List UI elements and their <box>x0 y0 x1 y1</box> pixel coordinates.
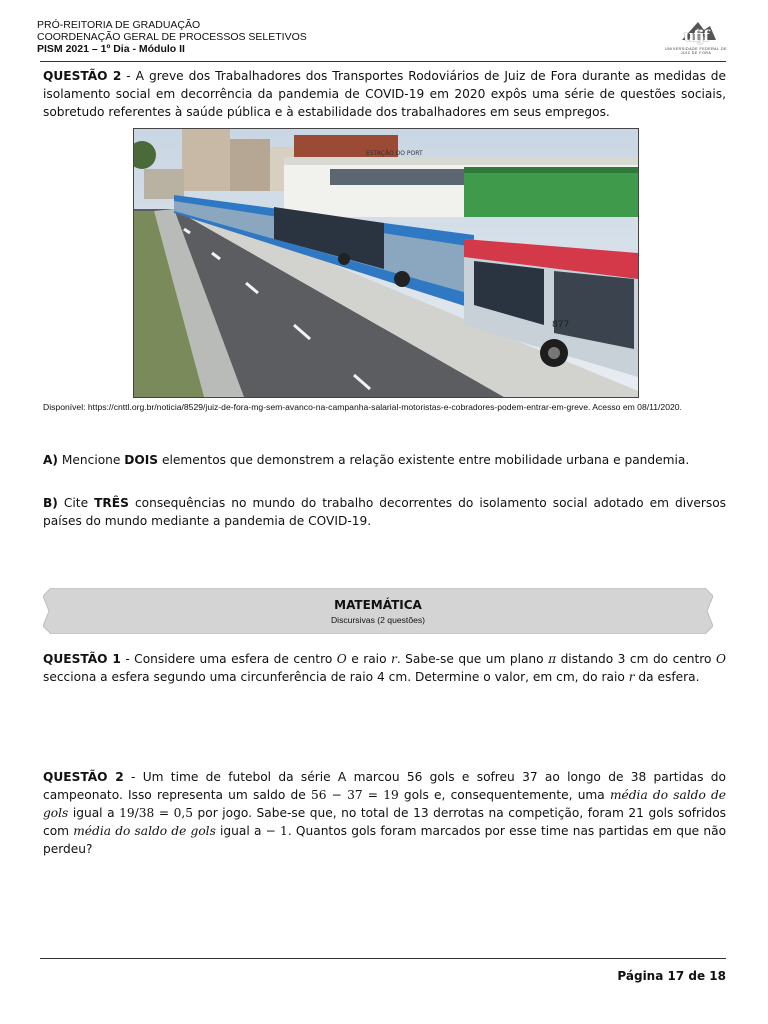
footer-rule <box>40 958 726 959</box>
section-title: MATEMÁTICA <box>334 598 422 612</box>
item-b-text-1: Cite <box>57 496 95 510</box>
math-var: O <box>336 652 347 666</box>
math-var: r <box>628 670 635 684</box>
question-text: - Um time de futebol da série A marcou 56 gols e sofreu 37 ao longo de 38 partidas do campeonato. Isso representa um saldo de <box>43 770 726 802</box>
ufjf-logo <box>664 20 728 60</box>
math-var: r <box>391 652 397 666</box>
section-banner <box>43 588 713 634</box>
question-label: QUESTÃO 1 <box>43 652 121 666</box>
header-line-3: PISM 2021 – 1º Dia - Módulo II <box>37 43 185 55</box>
question-text: igual a <box>68 806 120 820</box>
question-text: da esfera. <box>634 670 700 684</box>
building-sign: ESTAÇÃO DO PORT <box>366 150 423 157</box>
math-expr: média do saldo de gols <box>73 824 216 838</box>
item-a-bold: DOIS <box>124 453 159 467</box>
bus-number: 877 <box>552 320 570 330</box>
math-question-1 <box>43 650 726 686</box>
page-header <box>37 19 307 55</box>
math-expr: 19/38 = 0,5 <box>119 806 193 820</box>
math-expr: média do saldo de gols <box>43 788 726 820</box>
logo-text: ufjf <box>683 27 709 45</box>
item-a-text-2: elementos que demonstrem a relação existente entre mobilidade urbana e pandemia. <box>158 453 690 467</box>
math-var: π <box>548 652 557 666</box>
question-2-social <box>43 67 726 121</box>
question-text: igual a <box>215 824 266 838</box>
question-text: - Considere uma esfera de centro <box>120 652 337 666</box>
logo-subtitle: UNIVERSIDADE FEDERAL DE JUIZ DE FORA <box>665 47 727 55</box>
header-line-1: PRÓ-REITORIA DE GRADUAÇÃO <box>37 19 201 31</box>
bus-strike-photo <box>133 128 639 398</box>
header-line-2: COORDENAÇÃO GERAL DE PROCESSOS SELETIVOS <box>37 31 307 43</box>
question-label: QUESTÃO 2 <box>43 770 124 784</box>
question-text: gols e, consequentemente, uma <box>398 788 610 802</box>
math-question-2 <box>43 768 726 858</box>
question-text: por jogo. Sabe-se que, no total de 13 derrotas na competição, foram 21 gols sofridos com <box>43 806 726 838</box>
header-rule <box>40 61 726 62</box>
question-text: secciona a esfera segundo uma circunferência de raio 4 cm. Determine o valor, em cm, do raio <box>43 670 629 684</box>
question-text: distando 3 cm do centro <box>556 652 716 666</box>
question-label: QUESTÃO 2 <box>43 69 122 83</box>
item-b-label: B) <box>43 496 58 510</box>
item-b-bold: TRÊS <box>94 496 129 510</box>
item-a-text-1: Mencione <box>58 453 125 467</box>
question-text: . Sabe-se que um plano <box>396 652 549 666</box>
question-text: - A greve dos Trabalhadores dos Transportes Rodoviários de Juiz de Fora durante as medidas de isolamento social em decorrência da pandemia de COVID-19 em 2020 expôs uma série de questões sociais, sobretudo referentes à saúde pública e à estabilidade dos trabalhadores em seus empregos. <box>43 69 726 119</box>
photo-illustration <box>134 129 638 397</box>
section-subtitle: Discursivas (2 questões) <box>330 615 426 625</box>
question-text: e raio <box>346 652 391 666</box>
photo-caption: Disponível: https://cnttl.org.br/noticia/8529/juiz-de-fora-mg-sem-avanco-na-campanha-salarial-motoristas-e-cobradores-podem-entrar-em-greve. Acesso em 08/11/2020. <box>43 402 682 412</box>
item-a-label: A) <box>43 453 59 467</box>
question-text: . Quantos gols foram marcados por esse time nas partidas em que não perdeu? <box>43 824 727 856</box>
math-expr: − 1 <box>265 824 288 838</box>
page-number: Página 17 de 18 <box>617 969 726 983</box>
item-b-text-2: consequências no mundo do trabalho decorrentes do isolamento social adotado em diversos países do mundo mediante a pandemia de COVID-19. <box>43 496 727 528</box>
math-expr: 56 − 37 = 19 <box>310 788 399 802</box>
item-a <box>43 451 726 469</box>
item-b <box>43 494 726 530</box>
math-var: O <box>715 652 726 666</box>
